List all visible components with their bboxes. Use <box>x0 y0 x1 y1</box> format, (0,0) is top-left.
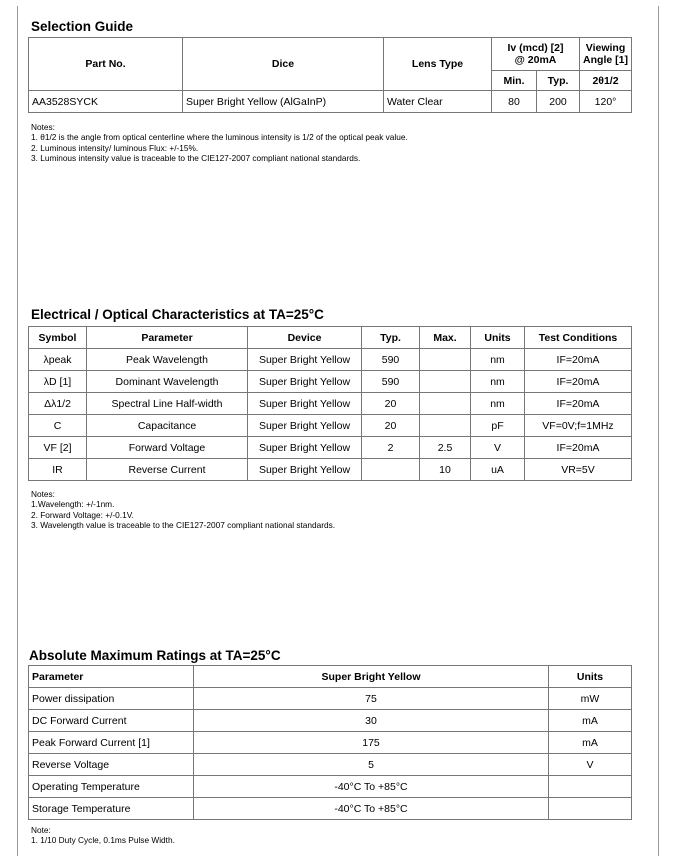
cell-typ: 590 <box>362 371 420 393</box>
cell-parameter: Storage Temperature <box>29 798 194 820</box>
table-row <box>29 688 632 710</box>
cell-typ <box>362 459 420 481</box>
cell-device: Super Bright Yellow <box>248 437 362 459</box>
cell-typ: 2 <box>362 437 420 459</box>
cell-symbol: C <box>29 415 87 437</box>
cell-test-condition: IF=20mA <box>525 393 632 415</box>
table-row <box>29 371 632 393</box>
cell-angle: 120° <box>580 91 632 113</box>
cell-units: mA <box>549 710 632 732</box>
cell-parameter: Dominant Wavelength <box>87 371 248 393</box>
cell-part: AA3528SYCK <box>29 91 183 113</box>
header-super-bright-yellow: Super Bright Yellow <box>194 666 549 688</box>
cell-test-condition: VF=0V;f=1MHz <box>525 415 632 437</box>
cell-test-condition: IF=20mA <box>525 371 632 393</box>
cell-units <box>549 776 632 798</box>
cell-device: Super Bright Yellow <box>248 393 362 415</box>
cell-units: nm <box>471 349 525 371</box>
note-line: 1. 1/10 Duty Cycle, 0.1ms Pulse Width. <box>31 835 175 846</box>
cell-units: V <box>549 754 632 776</box>
absolute-notes <box>31 825 175 846</box>
note-line: 3. Luminous intensity value is traceable to the CIE127-2007 compliant national standards. <box>31 153 361 164</box>
cell-parameter: Reverse Current <box>87 459 248 481</box>
cell-value: 30 <box>194 710 549 732</box>
cell-test-condition: IF=20mA <box>525 349 632 371</box>
header-symbol: Symbol <box>29 327 87 349</box>
header-parameter: Parameter <box>87 327 248 349</box>
note-line: Notes: <box>31 122 55 132</box>
header-typ: Typ. <box>537 71 580 91</box>
cell-parameter: Peak Wavelength <box>87 349 248 371</box>
cell-parameter: Peak Forward Current [1] <box>29 732 194 754</box>
table-row <box>29 393 632 415</box>
cell-typ: 20 <box>362 393 420 415</box>
cell-units: pF <box>471 415 525 437</box>
table-row <box>29 459 632 481</box>
header-parameter: Parameter <box>29 666 194 688</box>
electrical-table <box>28 326 632 481</box>
cell-max: 10 <box>420 459 471 481</box>
note-line: Note: <box>31 825 51 835</box>
header-units: Units <box>549 666 632 688</box>
header-iv-line1: Iv (mcd) [2] <box>507 42 564 54</box>
cell-units: uA <box>471 459 525 481</box>
cell-symbol: IR <box>29 459 87 481</box>
table-row <box>29 415 632 437</box>
cell-symbol: Δλ1/2 <box>29 393 87 415</box>
electrical-notes <box>31 489 335 531</box>
cell-parameter: Operating Temperature <box>29 776 194 798</box>
cell-max <box>420 371 471 393</box>
cell-symbol: VF [2] <box>29 437 87 459</box>
header-device: Device <box>248 327 362 349</box>
cell-min: 80 <box>492 91 537 113</box>
cell-dice: Super Bright Yellow (AlGaInP) <box>183 91 384 113</box>
cell-typ: 590 <box>362 349 420 371</box>
cell-parameter: Capacitance <box>87 415 248 437</box>
cell-symbol: λD [1] <box>29 371 87 393</box>
table-row <box>29 732 632 754</box>
header-typ: Typ. <box>362 327 420 349</box>
selection-guide-title: Selection Guide <box>31 19 134 34</box>
cell-device: Super Bright Yellow <box>248 371 362 393</box>
cell-device: Super Bright Yellow <box>248 349 362 371</box>
cell-units <box>549 798 632 820</box>
table-row <box>29 754 632 776</box>
table-row <box>29 798 632 820</box>
header-va-line2: Angle [1] <box>583 54 628 66</box>
header-va-line1: Viewing <box>585 42 626 54</box>
cell-units: nm <box>471 371 525 393</box>
cell-device: Super Bright Yellow <box>248 415 362 437</box>
header-test-conditions: Test Conditions <box>525 327 632 349</box>
note-line: 1.Wavelength: +/-1nm. <box>31 499 115 510</box>
cell-device: Super Bright Yellow <box>248 459 362 481</box>
header-lens-type: Lens Type <box>384 38 492 91</box>
cell-parameter: Reverse Voltage <box>29 754 194 776</box>
cell-max <box>420 415 471 437</box>
cell-typ: 200 <box>537 91 580 113</box>
table-row <box>29 710 632 732</box>
cell-value: -40°C To +85°C <box>194 776 549 798</box>
electrical-rows <box>29 349 632 481</box>
table-row <box>29 349 632 371</box>
header-max: Max. <box>420 327 471 349</box>
header-units: Units <box>471 327 525 349</box>
absolute-table <box>28 665 632 820</box>
cell-typ: 20 <box>362 415 420 437</box>
cell-value: 75 <box>194 688 549 710</box>
table-row <box>29 91 632 113</box>
absolute-rows <box>29 688 632 820</box>
note-line: 2. Forward Voltage: +/-0.1V. <box>31 509 134 520</box>
table-row <box>29 437 632 459</box>
header-part-no: Part No. <box>29 38 183 91</box>
cell-value: -40°C To +85°C <box>194 798 549 820</box>
header-min: Min. <box>492 71 537 91</box>
cell-parameter: DC Forward Current <box>29 710 194 732</box>
absolute-title: Absolute Maximum Ratings at TA=25°C <box>29 648 281 663</box>
cell-value: 5 <box>194 754 549 776</box>
selection-notes <box>31 122 408 164</box>
note-line: 3. Wavelength value is traceable to the CIE127-2007 compliant national standards. <box>31 520 336 531</box>
cell-symbol: λpeak <box>29 349 87 371</box>
header-iv-line2: @ 20mA <box>514 54 557 66</box>
electrical-title: Electrical / Optical Characteristics at TA=25°C <box>31 307 324 322</box>
cell-max <box>420 349 471 371</box>
cell-units: mA <box>549 732 632 754</box>
cell-max: 2.5 <box>420 437 471 459</box>
cell-units: mW <box>549 688 632 710</box>
cell-max <box>420 393 471 415</box>
cell-lens: Water Clear <box>384 91 492 113</box>
cell-units: nm <box>471 393 525 415</box>
note-line: 2. Luminous intensity/ luminous Flux: +/-15%. <box>31 142 199 153</box>
table-row <box>29 776 632 798</box>
cell-parameter: Spectral Line Half-width <box>87 393 248 415</box>
cell-parameter: Forward Voltage <box>87 437 248 459</box>
note-line: Notes: <box>31 489 55 499</box>
cell-test-condition: VR=5V <box>525 459 632 481</box>
header-dice: Dice <box>183 38 384 91</box>
cell-parameter: Power dissipation <box>29 688 194 710</box>
selection-guide-table <box>28 37 632 113</box>
cell-test-condition: IF=20mA <box>525 437 632 459</box>
header-iv <box>492 38 580 71</box>
note-line: 1. θ1/2 is the angle from optical centerline where the luminous intensity is 1/2 of the optical peak value. <box>31 132 408 143</box>
cell-units: V <box>471 437 525 459</box>
cell-value: 175 <box>194 732 549 754</box>
header-theta: 2θ1/2 <box>580 71 632 91</box>
header-viewing-angle <box>580 38 632 71</box>
